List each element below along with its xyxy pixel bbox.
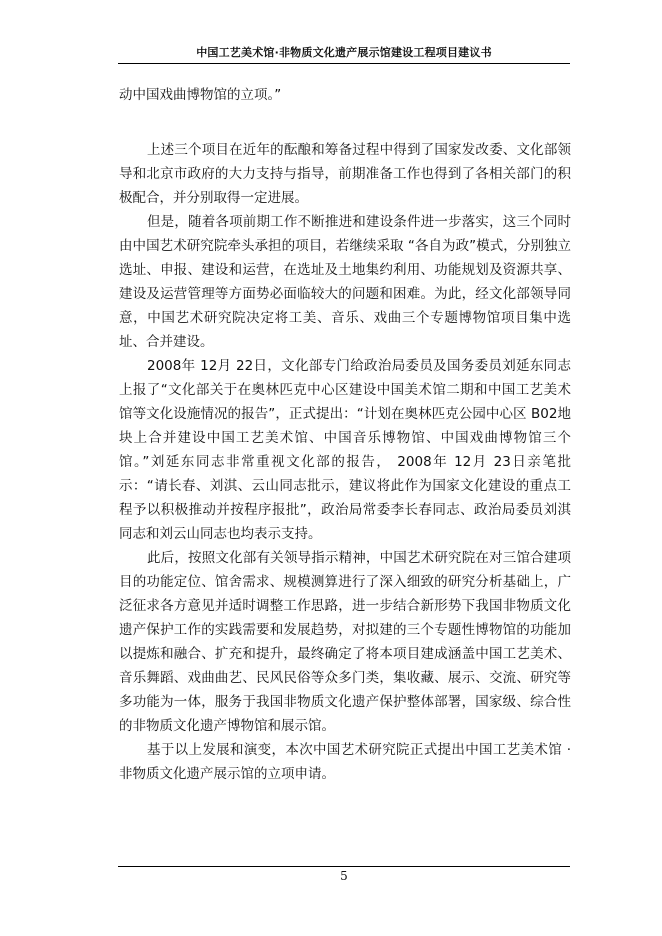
paragraph-continuation: 动中国戏曲博物馆的立项。” [119, 87, 282, 103]
running-header: 中国工艺美术馆·非物质文化遗产展示馆建设工程项目建议书 [196, 46, 492, 59]
paragraph-application: 基于以上发展和演变，本次中国艺术研究院正式提出中国工艺美术馆 ·非物质文化遗产展示馆的立项申请。 [119, 742, 571, 782]
paragraph-merge-decision: 但是，随着各项前期工作不断推进和建设条件进一步落实，这三个同时由中国艺术研究院牵头承担的项目，若继续采取 “各自为政”模式，分别独立选址、申报、建设和运营，在选址及土地集约利用、功能规划及资源共享、建设及运营管理等方面势必面临较大的问题和困难。为此，经文化部领导同意，中国艺术研究院决定将工美、音乐、戏曲三个专题博物馆项目集中选址、合并建设。 [119, 214, 571, 350]
paragraph-function-positioning: 此后，按照文化部有关领导指示精神，中国艺术研究院在对三馆合建项目的功能定位、馆舍需求、规模测算进行了深入细致的研究分析基础上，广泛征求各方意见并适时调整工作思路，进一步结合新形势下我国非物质文化遗产保护工作的实践需要和发展趋势，对拟建的三个专题性博物馆的功能加以提炼和融合、扩充和提升，最终确定了将本项目建成涵盖中国工艺美术、音乐舞蹈、戏曲曲艺、民风民俗等众多门类，集收藏、展示、交流、研究等多功能为一体，服务于我国非物质文化遗产保护整体部署，国家级、综合性的非物质文化遗产博物馆和展示馆。 [119, 550, 571, 734]
paragraph-project-support: 上述三个项目在近年的酝酿和筹备过程中得到了国家发改委、文化部领导和北京市政府的大力支持与指导，前期准备工作也得到了各相关部门的积极配合，并分别取得一定进展。 [119, 142, 571, 206]
header-divider [118, 63, 570, 64]
document-body [119, 83, 571, 786]
paragraph-2008-report: 2008年 12月 22日，文化部专门给政治局委员及国务委员刘延东同志上报了“文化部关于在奥林匹克中心区建设中国美术馆二期和中国工艺美术馆等文化设施情况的报告”，正式提出：“计划在奥林匹克公园中心区 B02地块上合并建设中国工艺美术馆、中国音乐博物馆、中国戏曲博物馆三个馆。”刘延东同志非常重视文化部的报告， 2008年 12月 23日亲笔批示：“请长春、刘淇、云山同志批示，建议将此作为国家文化建设的重点工程予以积极推动并按程序报批”，政治局常委李长春同志、政治局委员刘淇同志和刘云山同志也均表示支持。 [119, 358, 571, 542]
paragraph-gap [119, 107, 571, 138]
page-number: 5 [340, 869, 348, 883]
footer-divider [118, 866, 570, 867]
